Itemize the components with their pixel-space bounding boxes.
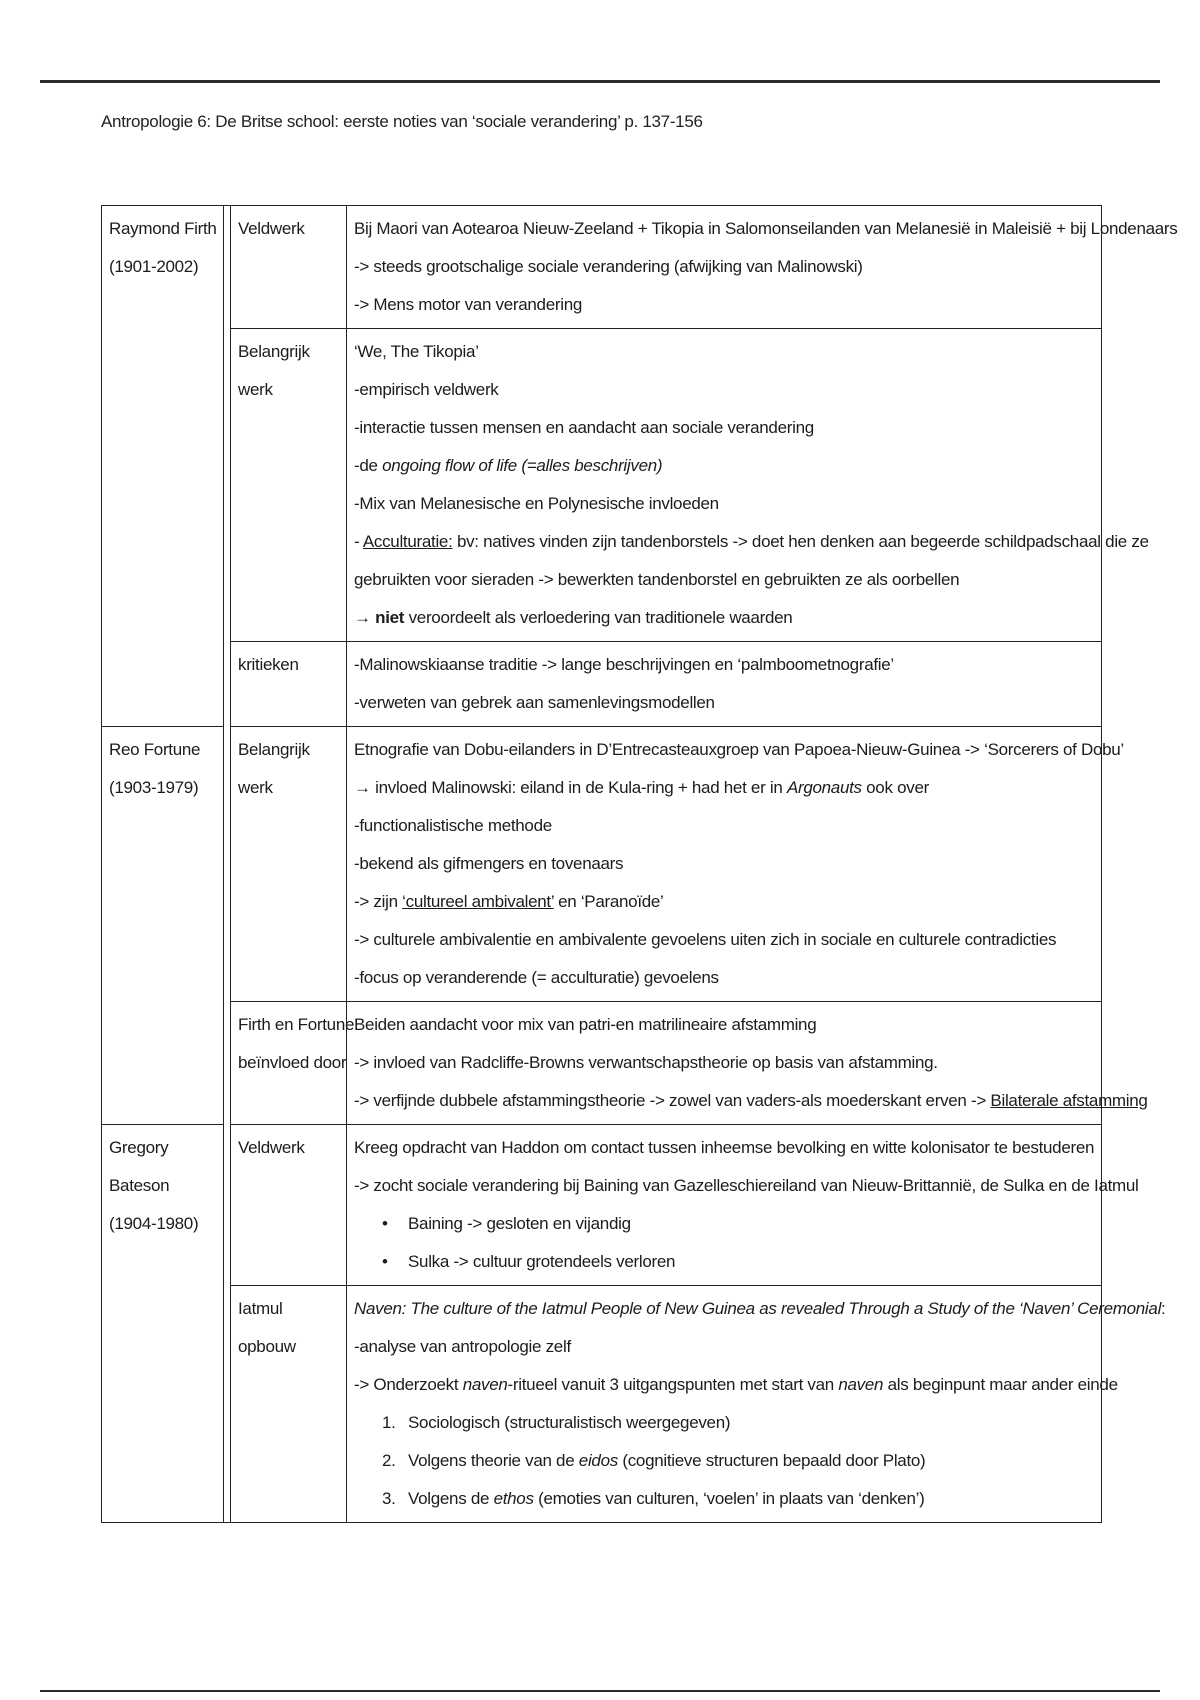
list-item: • Sulka -> cultuur grotendeels verloren	[354, 1243, 1095, 1281]
topic-cell: kritieken	[231, 642, 347, 727]
list-item: Kreeg opdracht van Haddon om contact tussen inheemse bevolking en witte kolonisator te bestuderen	[354, 1138, 1095, 1157]
content-cell	[347, 1002, 1148, 1125]
list-item: 3. Volgens de ethos (emoties van culturen, ‘voelen’ in plaats van ‘denken’)	[382, 1489, 925, 1508]
list-item: -analyse van antropologie zelf	[354, 1337, 571, 1356]
person-years: (1903-1979)	[109, 778, 199, 797]
column-divider	[224, 206, 231, 1523]
list-item: 2. Volgens theorie van de eidos (cognitieve structuren bepaald door Plato)	[382, 1451, 926, 1470]
list-item: -> Onderzoekt naven-ritueel vanuit 3 uitgangspunten met start van naven als beginpunt maar ander einde	[354, 1375, 1118, 1394]
list-item: -empirisch veldwerk	[354, 380, 499, 399]
footer-rule	[40, 1690, 1160, 1692]
list-item: -> zocht sociale verandering bij Baining van Gazelleschiereiland van Nieuw-Brittannië, de Sulka en de Iatmul	[354, 1176, 1139, 1195]
table-row	[102, 1286, 1102, 1523]
list-item: -functionalistische methode	[354, 816, 552, 835]
list-item: gebruikten voor sieraden -> bewerkten tandenborstel en gebruikten ze als oorbellen	[354, 570, 960, 589]
content-cell	[347, 1125, 1139, 1286]
person-cell-bateson	[102, 1125, 224, 1523]
content-cell	[347, 206, 1178, 329]
list-item: Beiden aandacht voor mix van patri-en matrilineaire afstamming	[354, 1015, 817, 1034]
topic-cell: Veldwerk	[231, 1125, 347, 1286]
bullet-icon: •	[382, 1252, 388, 1271]
list-item: -bekend als gifmengers en tovenaars	[354, 854, 624, 873]
list-item: -> culturele ambivalentie en ambivalente gevoelens uiten zich in sociale en culturele contradicties	[354, 930, 1057, 949]
table-row	[102, 1125, 1102, 1286]
person-cell-fortune	[102, 727, 224, 1125]
list-item: • Baining -> gesloten en vijandig	[354, 1205, 1095, 1243]
list-item: -interactie tussen mensen en aandacht aan sociale verandering	[354, 418, 814, 437]
person-years: (1901-2002)	[109, 257, 199, 276]
list-item: -> Mens motor van verandering	[354, 295, 582, 314]
topic-cell: Firth en Fortune beïnvloed door	[231, 1002, 347, 1125]
content-cell	[347, 642, 1102, 727]
person-name: Reo Fortune	[109, 740, 201, 759]
list-item: -> steeds grootschalige sociale verandering (afwijking van Malinowski)	[354, 257, 863, 276]
header-rule	[40, 80, 1160, 83]
list-item: -> invloed van Radcliffe-Browns verwantschapstheorie op basis van afstamming.	[354, 1053, 938, 1072]
topic-cell: Belangrijk werk	[231, 329, 347, 642]
person-cell-firth	[102, 206, 224, 727]
table-row	[102, 206, 1102, 329]
notes-table	[101, 205, 1178, 1523]
list-item: -> verfijnde dubbele afstammingstheorie -> zowel van vaders-als moederskant erven -> Bilaterale afstamming	[354, 1091, 1148, 1110]
list-item: -focus op veranderende (= acculturatie) gevoelens	[354, 968, 719, 987]
list-item: Etnografie van Dobu-eilanders in D’Entrecasteauxgroep van Papoea-Nieuw-Guinea -> ‘Sorcerers of Dobu’	[354, 740, 1124, 759]
list-item: -Malinowskiaanse traditie -> lange beschrijvingen en ‘palmboometnografie’	[354, 655, 894, 674]
arrow-right-icon: →	[354, 608, 371, 627]
list-item: → invloed Malinowski: eiland in de Kula-ring + had het er in Argonauts ook over	[354, 778, 929, 797]
person-years: (1904-1980)	[109, 1214, 199, 1233]
list-item: 1. Sociologisch (structuralistisch weergegeven)	[382, 1413, 731, 1432]
topic-cell: Belangrijk werk	[231, 727, 347, 1002]
list-item: -Mix van Melanesische en Polynesische invloeden	[354, 494, 719, 513]
page-title: Antropologie 6: De Britse school: eerste noties van ‘sociale verandering’ p. 137-156	[101, 112, 703, 131]
list-item: → niet veroordeelt als verloedering van traditionele waarden	[354, 608, 793, 627]
list-item: Bij Maori van Aotearoa Nieuw-Zeeland + Tikopia in Salomonseilanden van Melanesië in Maleisië + bij Londenaars	[354, 219, 1178, 238]
arrow-right-icon: →	[354, 778, 371, 797]
bullet-icon: •	[382, 1214, 388, 1233]
list-item: Naven: The culture of the Iatmul People of New Guinea as revealed Through a Study of the ‘Naven’ Ceremonial:	[354, 1299, 1166, 1318]
table-row	[102, 1002, 1102, 1125]
table-row	[102, 329, 1102, 642]
list-item: -de ongoing flow of life (=alles beschrijven)	[354, 456, 663, 475]
list-item: ‘We, The Tikopia’	[354, 342, 479, 361]
person-name: Raymond Firth	[109, 219, 217, 238]
topic-cell: Iatmul opbouw	[231, 1286, 347, 1523]
list-item: -> zijn ‘cultureel ambivalent’ en ‘Paranoïde’	[354, 892, 664, 911]
list-item: - Acculturatie: bv: natives vinden zijn tandenborstels -> doet hen denken aan begeerde schildpadschaal die ze	[354, 532, 1149, 551]
content-cell	[347, 1286, 1166, 1523]
topic-cell: Veldwerk	[231, 206, 347, 329]
list-item: -verweten van gebrek aan samenlevingsmodellen	[354, 693, 715, 712]
content-cell	[347, 329, 1149, 642]
content-cell	[347, 727, 1124, 1002]
table-row	[102, 642, 1102, 727]
table-row	[102, 727, 1102, 1002]
person-name: Gregory Bateson	[109, 1138, 170, 1195]
